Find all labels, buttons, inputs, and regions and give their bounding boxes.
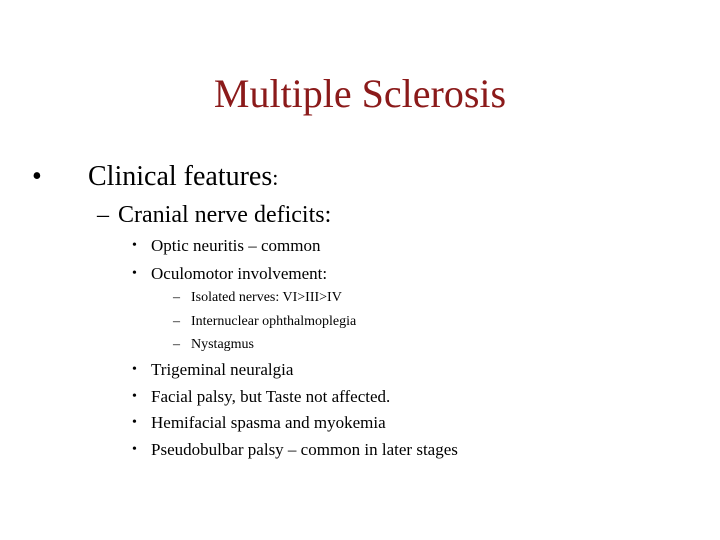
sub-item-text: Isolated nerves: VI>III>IV (191, 290, 342, 305)
sub-item-text: Internuclear ophthalmoplegia (191, 314, 357, 329)
sub-bullet-text: Cranial nerve deficits: (118, 202, 332, 228)
bullet-colon: : (272, 165, 279, 190)
list-item-text: Facial palsy, but Taste not affected. (151, 387, 391, 406)
list-item-text: Trigeminal neuralgia (151, 360, 294, 379)
bullet-label: Clinical features (88, 161, 273, 192)
bullet-marker: • (132, 362, 137, 377)
sub-item-text: Nystagmus (191, 337, 254, 352)
dash-marker: – (173, 337, 180, 352)
bullet-marker: • (132, 415, 137, 430)
bullet-marker: • (32, 161, 42, 192)
dash-marker: – (173, 290, 180, 305)
slide-title: Multiple Sclerosis (213, 71, 507, 116)
bullet-marker: • (132, 442, 137, 457)
list-item-text: Pseudobulbar palsy – common in later stages (151, 440, 458, 459)
list-item-text: Hemifacial spasma and myokemia (151, 413, 386, 432)
dash-marker: – (97, 202, 109, 228)
bullet-marker: • (132, 238, 137, 253)
bullet-marker: • (132, 389, 137, 404)
bullet-text (88, 158, 278, 197)
bullet-marker: • (132, 266, 137, 281)
list-item-text: Optic neuritis – common (151, 236, 321, 255)
list-item-text: Oculomotor involvement: (151, 264, 328, 283)
dash-marker: – (173, 314, 180, 329)
